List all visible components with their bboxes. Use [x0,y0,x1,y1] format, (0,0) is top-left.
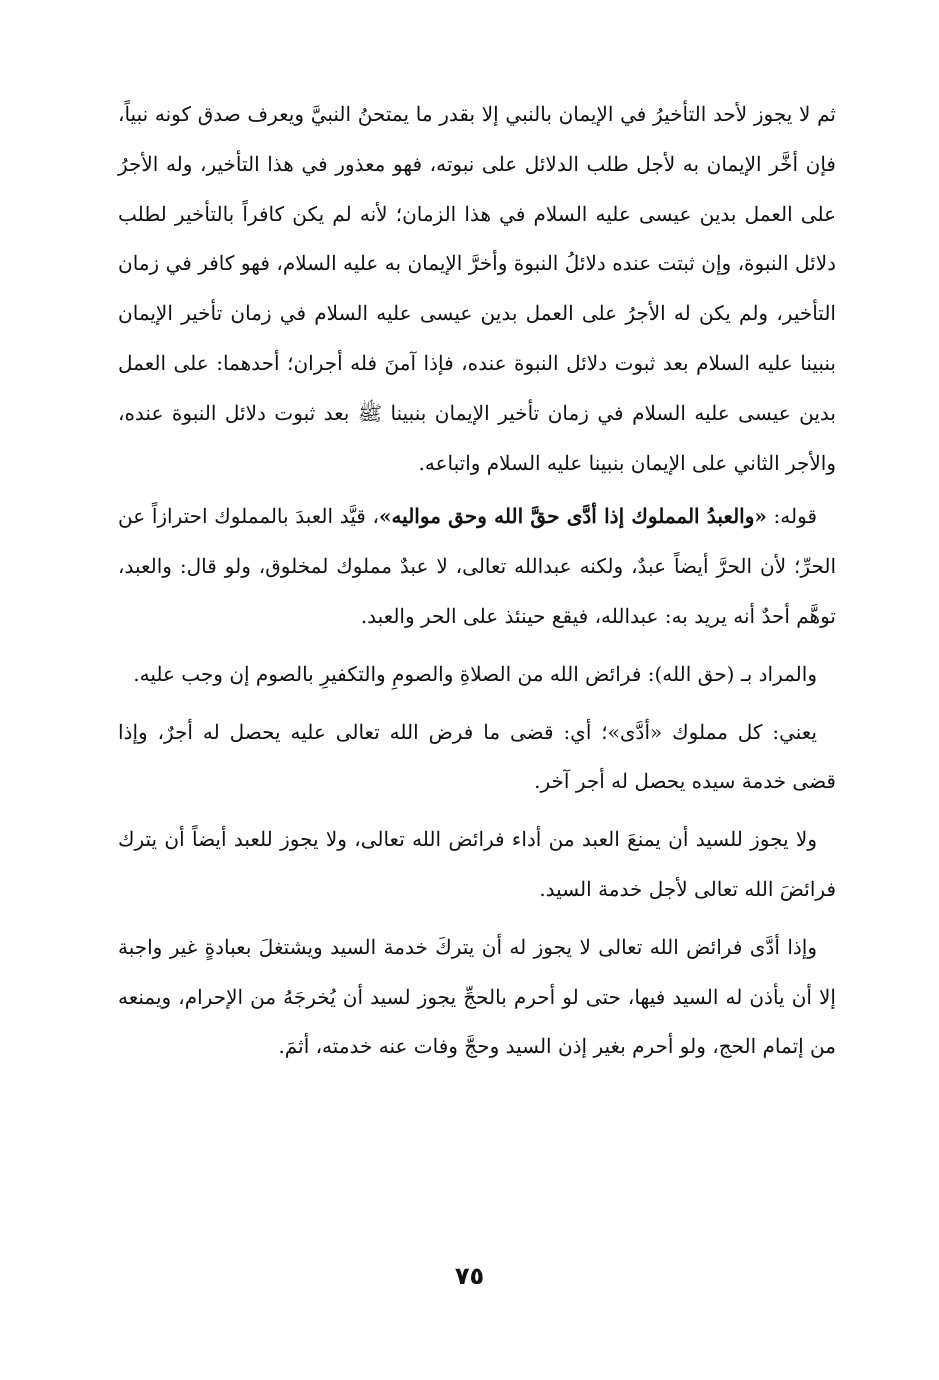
paragraph-2 [118,492,836,641]
hadith-quote: «والعبدُ المملوك إذا أدَّى حقَّ الله وحق مواليه» [378,504,767,529]
paragraph-4: يعني: كل مملوك «أدَّى»؛ أي: قضى ما فرض الله تعالى عليه يحصل له أجرٌ، وإذا قضى خدمة سيده يحصل له أجر آخر. [118,719,836,794]
paragraph-2-lead: قوله: [766,504,818,529]
paragraph-2-text: ، قيَّد العبدَ بالمملوك احترازاً عن الحرِّ؛ لأن الحرَّ أيضاً عبدٌ، ولكنه عبدالله تعالى، لا عبدٌ مملوك لمخلوق، ولو قال: والعبد، توهَّم أحدٌ أنه يريد به: عبدالله، فيقع حينئذ على الحر والعبد. [118,504,836,628]
paragraph-5: ولا يجوز للسيد أن يمنعَ العبد من أداء فرائض الله تعالى، ولا يجوز للعبد أيضاً أن يترك فرائضَ الله تعالى لأجل خدمة السيد. [118,827,836,901]
paragraph-3: والمراد بـ (حق الله): فرائض الله من الصلاةِ والصومِ والتكفيرِ بالصوم إن وجب عليه. [133,661,817,686]
body-text [118,90,836,1080]
paragraph-1: ثم لا يجوز لأحد التأخيرُ في الإيمان بالنبي إلا بقدر ما يمتحنُ النبيَّ ويعرف صدق كونه نبياً، فإن أخَّر الإيمان به لأجل طلب الدلائل على نبوته، فهو معذور في هذا التأخير، وله الأجرُ على العمل بدين عيسى عليه السلام في هذا الزمان؛ لأنه لم يكن كافراً بالتأخير لطلب دلائل النبوة، وإن ثبتت عنده دلائلُ النبوة وأخرَّ الإيمان به عليه السلام، فهو كافر في زمان التأخير، ولم يكن له الأجرُ على العمل بدين عيسى عليه السلام في زمان تأخير الإيمان بنبينا عليه السلام بعد ثبوت دلائل النبوة عنده، فإذا آمنَ فله أجران؛ أحدهما: على العمل بدين عيسى عليه السلام في زمان تأخير الإيمان بنبينا ﷺ بعد ثبوت دلائل النبوة عنده، والأجر الثاني على الإيمان بنبينا عليه السلام واتباعه. [118,102,837,475]
page-number: ٧٥ [454,1262,485,1290]
paragraph-6: وإذا أدَّى فرائض الله تعالى لا يجوز له أن يتركَ خدمة السيد ويشتغلَ بعبادةٍ غير واجبة إلا أن يأذن له السيد فيها، حتى لو أحرم بالحجِّ يجوز لسيد أن يُخرجَهُ من الإحرام، ويمنعه من إتمام الحج، ولو أحرم بغير إذن السيد وحجَّ وفات عنه خدمته، أثمَ. [118,934,836,1059]
